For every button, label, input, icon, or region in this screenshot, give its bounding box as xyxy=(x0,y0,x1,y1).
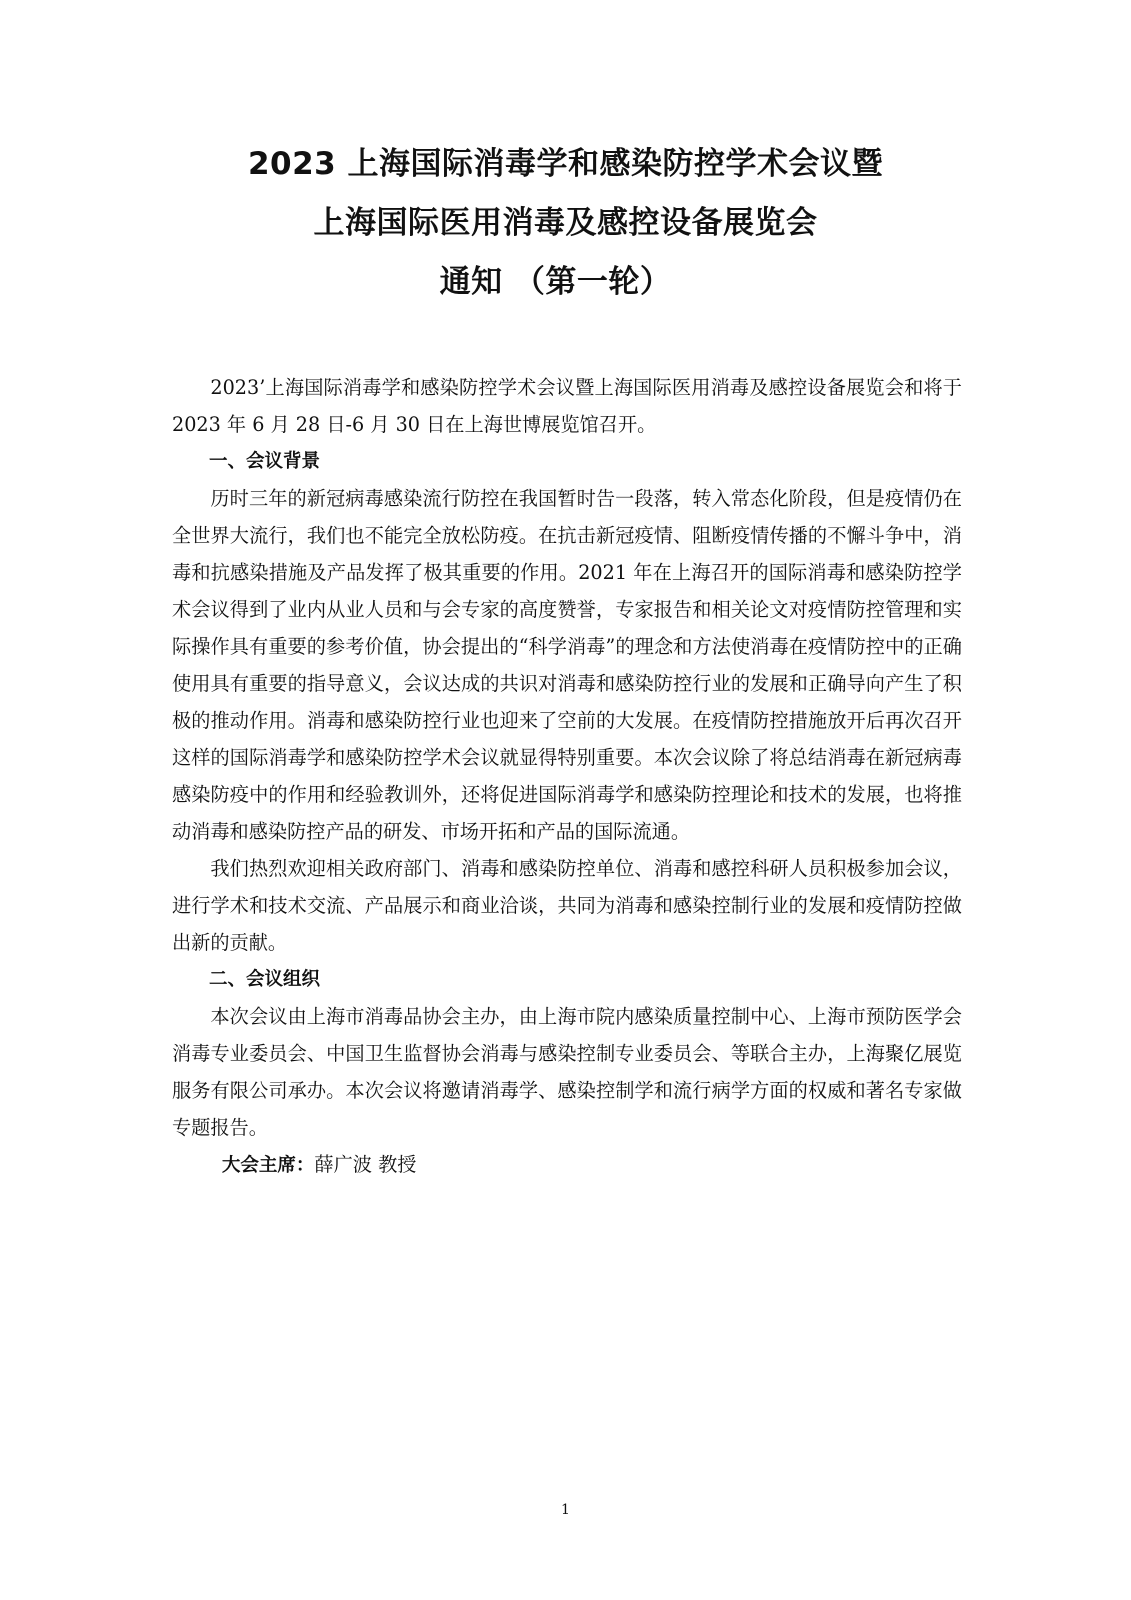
conference-chair-label: 大会主席： xyxy=(221,1155,315,1176)
intro-paragraph: 2023’上海国际消毒学和感染防控学术会议暨上海国际医用消毒及感控设备展览会和将于 2023 年 6 月 28 日-6 月 30 日在上海世博展览馆召开。 xyxy=(172,376,962,436)
title-line-3: 通知 （第一轮） xyxy=(439,264,672,300)
conference-chair xyxy=(172,1146,962,1184)
section-1-paragraph-1: 历时三年的新冠病毒感染流行防控在我国暂时告一段落，转入常态化阶段，但是疫情仍在全世界大流行，我们也不能完全放松防疫。在抗击新冠疫情、阻断疫情传播的不懈斗争中，消毒和抗感染措施及产品发挥了极其重要的作用。2021 年在上海召开的国际消毒和感染防控学术会议得到了业内从业人员和与会专家的高度赞誉，专家报告和相关论文对疫情防控管理和实际操作具有重要的参考价值，协会提出的“科学消毒”的理念和方法使消毒在疫情防控中的正确使用具有重要的指导意义，会议达成的共识对消毒和感染防控行业的发展和正确导向产生了积极的推动作用。消毒和感染防控行业也迎来了空前的大发展。在疫情防控措施放开后再次召开这样的国际消毒学和感染防控学术会议就显得特别重要。本次会议除了将总结消毒在新冠病毒感染防疫中的作用和经验教训外，还将促进国际消毒学和感染防控理论和技术的发展，也将推动消毒和感染防控产品的研发、市场开拓和产品的国际流通。 xyxy=(172,487,962,843)
conference-chair-name: 薛广波 教授 xyxy=(314,1153,417,1176)
document-title xyxy=(0,135,1131,312)
section-2-heading: 二、会议组织 xyxy=(209,969,321,990)
title-line-2: 上海国际医用消毒及感控设备展览会 xyxy=(313,205,818,241)
title-line-1: 2023 上海国际消毒学和感染防控学术会议暨 xyxy=(247,146,884,182)
section-1-heading: 一、会议背景 xyxy=(209,451,321,472)
section-1-paragraph-2: 我们热烈欢迎相关政府部门、消毒和感染防控单位、消毒和感控科研人员积极参加会议，进行学术和技术交流、产品展示和商业洽谈，共同为消毒和感染控制行业的发展和疫情防控做出新的贡献。 xyxy=(172,857,962,954)
page-number: 1 xyxy=(561,1502,570,1518)
document-body xyxy=(172,369,962,1184)
section-2-paragraph-1: 本次会议由上海市消毒品协会主办，由上海市院内感染质量控制中心、上海市预防医学会消毒专业委员会、中国卫生监督协会消毒与感染控制专业委员会、等联合主办，上海聚亿展览服务有限公司承办。本次会议将邀请消毒学、感染控制学和流行病学方面的权威和著名专家做专题报告。 xyxy=(172,1005,962,1139)
